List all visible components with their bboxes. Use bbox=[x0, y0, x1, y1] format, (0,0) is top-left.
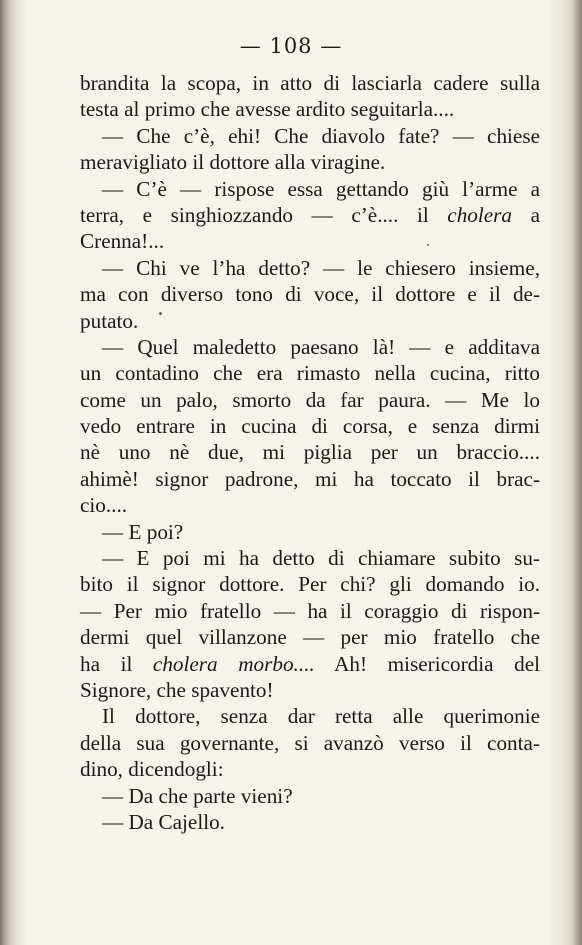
text-line bbox=[80, 123, 540, 149]
text-segment: della sua governante, si avanzò verso il conta- bbox=[80, 730, 540, 755]
text-line bbox=[80, 624, 540, 650]
ink-speck bbox=[427, 244, 429, 246]
text-line bbox=[80, 545, 540, 571]
text-line bbox=[80, 677, 540, 703]
text-segment: come un palo, smorto da far paura. — Me lo bbox=[80, 387, 540, 412]
text-segment: nè uno nè due, mi piglia per un braccio.... bbox=[80, 440, 540, 465]
text-line bbox=[80, 466, 540, 492]
page-body-text bbox=[80, 70, 540, 835]
text-line bbox=[80, 387, 540, 413]
text-segment: meravigliato il dottore alla viragine. bbox=[80, 150, 386, 175]
text-line bbox=[80, 176, 540, 202]
italic-text-segment: cholera bbox=[447, 202, 513, 227]
page-binding-shadow-left bbox=[0, 0, 26, 945]
text-line bbox=[80, 334, 540, 360]
text-segment: — E poi mi ha detto di chiamare subito su- bbox=[102, 546, 540, 571]
text-line bbox=[80, 439, 540, 465]
text-segment: vedo entrare in cucina di corsa, e senza dirmi bbox=[80, 414, 540, 439]
text-line bbox=[80, 202, 540, 228]
text-segment: dino, dicendogli: bbox=[80, 757, 224, 782]
text-line bbox=[80, 703, 540, 729]
text-segment: — Da che parte vieni? bbox=[102, 783, 293, 808]
text-line bbox=[80, 413, 540, 439]
text-line bbox=[80, 228, 540, 254]
text-line bbox=[80, 70, 540, 96]
text-line bbox=[80, 571, 540, 597]
text-segment: un contadino che era rimasto nella cucina, ritto bbox=[80, 361, 540, 386]
text-line bbox=[80, 96, 540, 122]
text-line bbox=[80, 255, 540, 281]
text-segment: dermi quel villanzone — per mio fratello che bbox=[80, 625, 540, 650]
page-number: — 108 — bbox=[239, 34, 343, 58]
text-segment: ha il bbox=[80, 651, 153, 676]
text-line bbox=[80, 360, 540, 386]
text-segment: a bbox=[512, 202, 541, 227]
text-segment: brandita la scopa, in atto di lasciarla cadere sulla bbox=[80, 71, 540, 95]
text-line bbox=[80, 492, 540, 518]
text-line bbox=[80, 308, 540, 334]
text-segment: bito il signor dottore. Per chi? gli domando io. bbox=[80, 572, 540, 597]
text-line bbox=[80, 651, 540, 677]
ink-speck bbox=[159, 312, 162, 315]
text-segment: — Per mio fratello — ha il coraggio di rispon- bbox=[80, 598, 540, 623]
text-segment: — Quel maledetto paesano là! — e additava bbox=[102, 334, 540, 359]
text-segment: — E poi? bbox=[102, 519, 184, 544]
text-line bbox=[80, 756, 540, 782]
text-segment: putato. bbox=[80, 308, 139, 333]
text-segment: Crenna!... bbox=[80, 229, 165, 254]
text-segment: terra, e singhiozzando — c’è.... il bbox=[80, 202, 448, 227]
text-segment: — Chi ve l’ha detto? — le chiesero insieme, bbox=[102, 255, 540, 280]
text-segment: testa al primo che avesse ardito seguitarla.... bbox=[80, 97, 455, 122]
text-segment: cio.... bbox=[80, 493, 128, 518]
text-line bbox=[80, 783, 540, 809]
text-segment: Il dottore, senza dar retta alle querimonie bbox=[102, 704, 540, 729]
text-line bbox=[80, 281, 540, 307]
text-segment: — Da Cajello. bbox=[102, 809, 225, 834]
text-line bbox=[80, 730, 540, 756]
text-line bbox=[80, 598, 540, 624]
text-segment: Ah! misericordia del bbox=[314, 651, 540, 676]
page-edge-shadow-right bbox=[548, 0, 582, 945]
text-line bbox=[80, 519, 540, 545]
text-segment: ma con diverso tono di voce, il dottore e il de- bbox=[80, 282, 540, 307]
text-segment: — Che c’è, ehi! Che diavolo fate? — chiese bbox=[102, 123, 540, 148]
text-line bbox=[80, 149, 540, 175]
text-line bbox=[80, 809, 540, 835]
text-segment: ahimè! signor padrone, mi ha toccato il brac- bbox=[80, 466, 540, 491]
text-segment: Signore, che spavento! bbox=[80, 677, 274, 702]
italic-text-segment: cholera morbo.... bbox=[152, 651, 315, 676]
text-segment: — C’è — rispose essa gettando giù l’arme a bbox=[102, 176, 540, 201]
